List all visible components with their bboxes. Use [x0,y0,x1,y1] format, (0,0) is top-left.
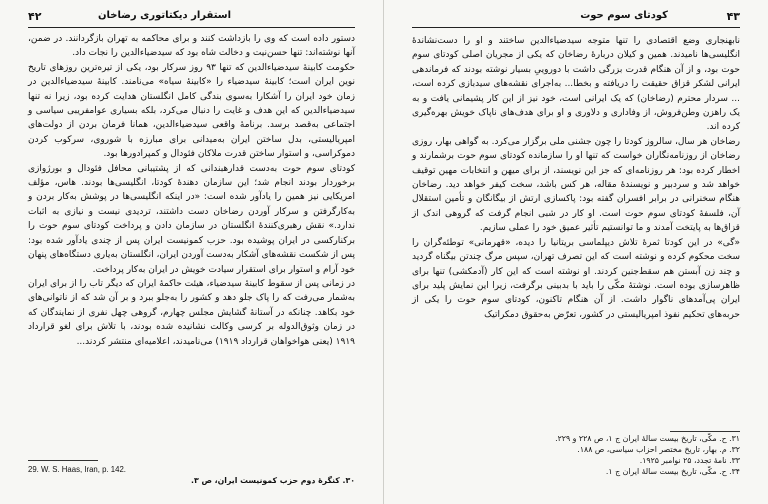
footnote: ۳۴. ح. مکّی، تاریخ بیست سالهٔ ایران ج ۱. [605,467,740,476]
footnote: ۳۳. نامهٔ تجدد، ۲۵ نوامبر ۱۹۲۵. [639,456,740,465]
right-page-header [412,10,740,26]
paragraph: «گی» در این کودتا ثمرهٔ تلاش دیپلماسی بریتانیا را دیده، «قهرمانی» توطئه‌گران را سخت محکوم کرده و نوشته است که این تصرف تهران، سپس مرگ چندتن بیگناه گردید و چند زن آبستن هم سقط‌جنین کردند. او نوشته است که این کار (آدمکشی) تنها برای ظاهرسازی بوده است. نوشتهٔ مکّی را باید با بدبینی برگرفت، زیرا این نمایش پلید برای ایران پی‌آمدهای ناگوار داشت. از آن هنگام تاکنون، کودتای سوم حوت را یکی از حربه‌های تحکیم نفوذ امپریالیستی در کشور، تعرّض به‌حقوق دمکراتیک [412,237,740,320]
paragraph: دستور داده است که وی را بازداشت کنند و برای محاکمه به تهران بازگردانند. در ضمن، آنها نوشته‌اند: تنها حسن‌نیت و دخالت شاه بود که سیدضیاءالدین را نجات داد. [28,34,355,59]
paragraph: نابهنجاری وضع اقتصادی را تنها متوجه سیدضیاءالدین ساختند و او را دست‌نشاندهٔ انگلیسی‌ها نامیدند. همین و کیلان دربارهٔ رضاخان که یکی از مجریان اصلی کودتای سوم حوت بود، و از آن هنگام قدرت بزرگی داشت با دوروییِ بسیار نوشته بودند که فرماندهی ایرانی لشکر قزاق حقیقت را دریافته و بخطا... به‌اجرای نقشه‌های سیدبازی کرده است، ... سردار محترم (رضاخان) که یک ایرانی است، خود نیز از این کار پشیمانی یافت و به یک راهزن وطن‌فروش، از وفاداری و دلاوری و او برای هدف‌های ناپاک خویش بهره‌گیری کرده اند. [412,36,740,133]
footnote: ۳۲. م. بهار، تاریخ مختصر احزاب سیاسی، ص ۱۸۸. [577,445,740,454]
paragraph: در زمانی پس از سقوط کابینهٔ سیدضیاء، هیئت حاکمهٔ ایران که دیگر تاب را از برای ایران به‌شمار می‌رفت که را پاک جلو دهد و کشور را به‌جلو ببرد و بر آن شد که از ناتوانی‌های خود بکاهد. چنانکه در آستانهٔ گشایش مجلس چهارم، گروهی چهل نفری از نمایندگان که در زمان وثوق‌الدوله بر کرسی وکالت نشانیده شده بودند، با تلاش برای لغو قرارداد ۱۹۱۹ (یعنی هواخواهان قرارداد ۱۹۱۹) می‌نامیدند، اعلامیه‌ای منتشر کردند... [28,278,355,347]
footnote: ۳۱. ح. مکّی، تاریخ بیست سالهٔ ایران ج ۱، ص ۲۲۸ و ۲۲۹. [555,434,740,443]
right-page [384,0,768,504]
paragraph: حکومت کابینهٔ سیدضیاءالدین که تنها ۹۳ روز سرکار بود، یکی از تیره‌ترین روزهای تاریخ نوین ایران است؛ کابینهٔ سیدضیاء را «کابینهٔ سیاه» می‌نامند. کابینهٔ سیدضیاءالدین در زمان خود ایران را آشکارا به‌سوی بندگی کامل انگلستان هدایت کرده بود، زیرا نه تنها سیدضیاءالدین که این هدف و غایت را دنبال می‌کرد، بلکه بسیاری عوامفریبی سیاسی و اجتماعی به‌قصد برسد. برنامهٔ واقعی سیدضیاءالدین، همانا فرمان بردن از دولت‌های امپریالیستی، بدل ساختن ایران به‌میدانی برای مبارزه با شوروی، سرکوب کردن دموکراسی، و استوار ساختن قدرت ملاکان فئودال و کمپرادورها بود. [28,62,355,160]
page-number: ۴۳ [726,10,740,23]
page-number: ۴۲ [28,10,42,23]
footnote: ۳۰. کنگرهٔ دوم حزب کمونیست ایران، ص ۳. [191,476,355,485]
paragraph: رضاخان هر سال، سالروز کودتا را چون جشنی ملی برگزار می‌کرد. به گواهی بهار، روزی رضاخان از روزنامه‌نگاران خواست که تنها او را سازمانده کودتای سوم حوت برشمارند و اخطار کرده بود: هر روزنامه‌ای که جز این نویسند، از برای میهن و انتخابات مهین توقیف خواهد شد و سردبیر و نویسندهٔ مقاله، هر کس باشد، سخت کیفر خواهد دید. رضاخان هنگام سخنرانی در برابر افسران گفته بود: پاکسازی ارتش از بیگانگان و تأمین استقلال آن، فلسفهٔ کودتای سوم حوت است. او کار در شبی انجام گرفت که گروهی اندک از قزاق‌ها به پایتخت آمدند و ما توانستیم تأثیر عمیق خود را عملی سازیم. [412,136,740,234]
header-rule [412,27,740,28]
footnote-rule [28,460,98,461]
footnote: 29. W. S. Haas, Iran, p. 142. [28,465,126,474]
left-page-header [28,10,355,26]
footnote-rule [670,431,740,432]
running-head: کودتای سوم حوت [580,10,668,21]
left-footnotes [28,464,355,486]
left-page-body [28,32,355,349]
paragraph: کودتای سوم حوت به‌دست قدارهبندانی که از پشتیبانی محافل فئودال و بورژوازی برخوردار بودند انجام شد؛ این سازمان دهندهٔ کودتا، انگلیسی‌ها بودند. هاس، مؤلف امریکایی نیز همین را یادآور شده است: «در اینکه انگلیسی‌ها در پوشش به‌کار بردن و به‌کارگرفتن و سرکار آوردن رضاخان دست داشتند، تردیدی نیست و نیازی به اثبات ندارد.» نقش رهبری‌کنندهٔ انگلستان در سازمان دادن و پرداخت کودتای سوم حوت را برکنارکسی در ایران پوشیده بود. حزب کمونیست ایران پس از چندی یادآور شده بود: پس از شکست نقشه‌های آشکار به‌دست آوردن ایران، انگلستان به‌یاری دستگاه‌های پنهان خود آرام و استوار برای استقرار سیادت خویش در ایران به‌کار پرداخت. [28,163,355,275]
right-page-body [412,34,740,322]
header-rule [28,27,355,28]
right-footnotes [412,433,740,477]
running-head: استقرار دیکتاتوری رضاخان [98,10,232,21]
